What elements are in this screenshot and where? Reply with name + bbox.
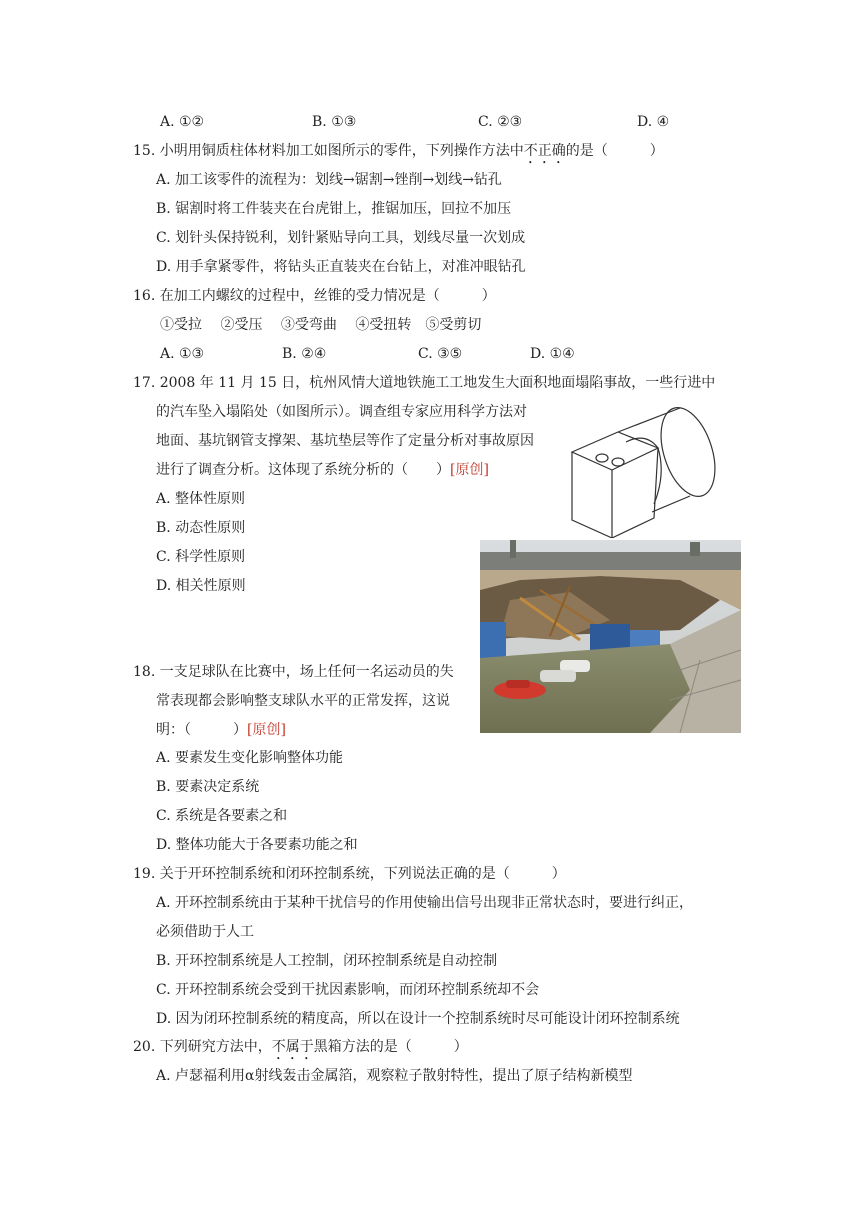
q16-option-a: A. ①③ xyxy=(160,346,205,362)
q19-stem: 19. 关于开环控制系统和闭环控制系统，下列说法正确的是（ ） xyxy=(133,866,566,882)
q19-option-a-line-2: 必须借助于人工 xyxy=(156,924,254,940)
collapse-site-photo xyxy=(480,540,741,733)
q15-option-b: B. 锯割时将工件装夹在台虎钳上，推锯加压，回拉不加压 xyxy=(156,201,512,217)
q18-line-3: 明：（ ）[原创] xyxy=(156,722,286,738)
part-drawing xyxy=(566,404,718,538)
q14-option-b: B. ①③ xyxy=(312,114,357,130)
q20-stem: 20. 下列研究方法中，不属于黑箱方法的是（ ） xyxy=(133,1039,468,1055)
q14-option-a: A. ①② xyxy=(160,114,205,130)
q15-emphasis: 不正确 xyxy=(523,143,566,159)
q16-option-d: D. ①④ xyxy=(530,346,575,362)
q17-option-a: A. 整体性原则 xyxy=(156,491,246,507)
q18-option-c: C. 系统是各要素之和 xyxy=(156,808,288,824)
q17-line-1: 17. 2008 年 11 月 15 日，杭州风情大道地铁施工工地发生大面积地面塌陷事故，一些行进中 xyxy=(133,375,716,391)
q17-option-c: C. 科学性原则 xyxy=(156,549,246,565)
q17-line-4: 进行了调查分析。这体现了系统分析的（ ）[原创] xyxy=(156,462,489,478)
q18-option-a: A. 要素发生变化影响整体功能 xyxy=(156,750,344,766)
q18-line-1: 18. 一支足球队在比赛中，场上任何一名运动员的失 xyxy=(133,664,454,680)
q19-option-b: B. 开环控制系统是人工控制，闭环控制系统是自动控制 xyxy=(156,953,498,969)
q17-line-2: 的汽车坠入塌陷处（如图所示）。调查组专家应用科学方法对 xyxy=(156,404,527,420)
q18-line-2: 常表现都会影响整支球队水平的正常发挥，这说 xyxy=(156,693,450,709)
q17-original-tag: [原创] xyxy=(450,462,489,478)
q18-option-b: B. 要素决定系统 xyxy=(156,779,260,795)
q16-option-c: C. ③⑤ xyxy=(418,346,463,362)
q15-stem: 15. 小明用铜质柱体材料加工如图所示的零件，下列操作方法中不正确的是（ ） xyxy=(133,143,664,159)
q18-original-tag: [原创] xyxy=(247,722,286,738)
q19-option-a-line-1: A. 开环控制系统由于某种干扰信号的作用使输出信号出现非正常状态时，要进行纠正， xyxy=(156,895,694,911)
q17-option-d: D. 相关性原则 xyxy=(156,578,246,594)
q17-option-b: B. 动态性原则 xyxy=(156,520,246,536)
q16-items: ①受拉 ②受压 ③受弯曲 ④受扭转 ⑤受剪切 xyxy=(160,317,482,333)
q16-stem: 16. 在加工内螺纹的过程中，丝锥的受力情况是（ ） xyxy=(133,288,496,304)
q15-option-d: D. 用手拿紧零件，将钻头正直装夹在台钻上，对准冲眼钻孔 xyxy=(156,259,526,275)
q14-option-c: C. ②③ xyxy=(478,114,523,130)
q20-emphasis: 不属于 xyxy=(271,1039,314,1055)
q18-option-d: D. 整体功能大于各要素功能之和 xyxy=(156,837,358,853)
q16-option-b: B. ②④ xyxy=(282,346,327,362)
q15-option-a: A. 加工该零件的流程为：划线→锯割→锉削→划线→钻孔 xyxy=(156,172,502,188)
q19-option-c: C. 开环控制系统会受到干扰因素影响，而闭环控制系统却不会 xyxy=(156,982,540,998)
q19-option-d: D. 因为闭环控制系统的精度高，所以在设计一个控制系统时尽可能设计闭环控制系统 xyxy=(156,1011,680,1027)
q20-option-a: A. 卢瑟福利用α射线轰击金属箔，观察粒子散射特性，提出了原子结构新模型 xyxy=(156,1068,633,1084)
q14-option-d: D. ④ xyxy=(637,114,670,130)
q17-line-3: 地面、基坑钢管支撑架、基坑垫层等作了定量分析对事故原因 xyxy=(156,433,534,449)
q15-option-c: C. 划针头保持锐利，划针紧贴导向工具，划线尽量一次划成 xyxy=(156,230,526,246)
